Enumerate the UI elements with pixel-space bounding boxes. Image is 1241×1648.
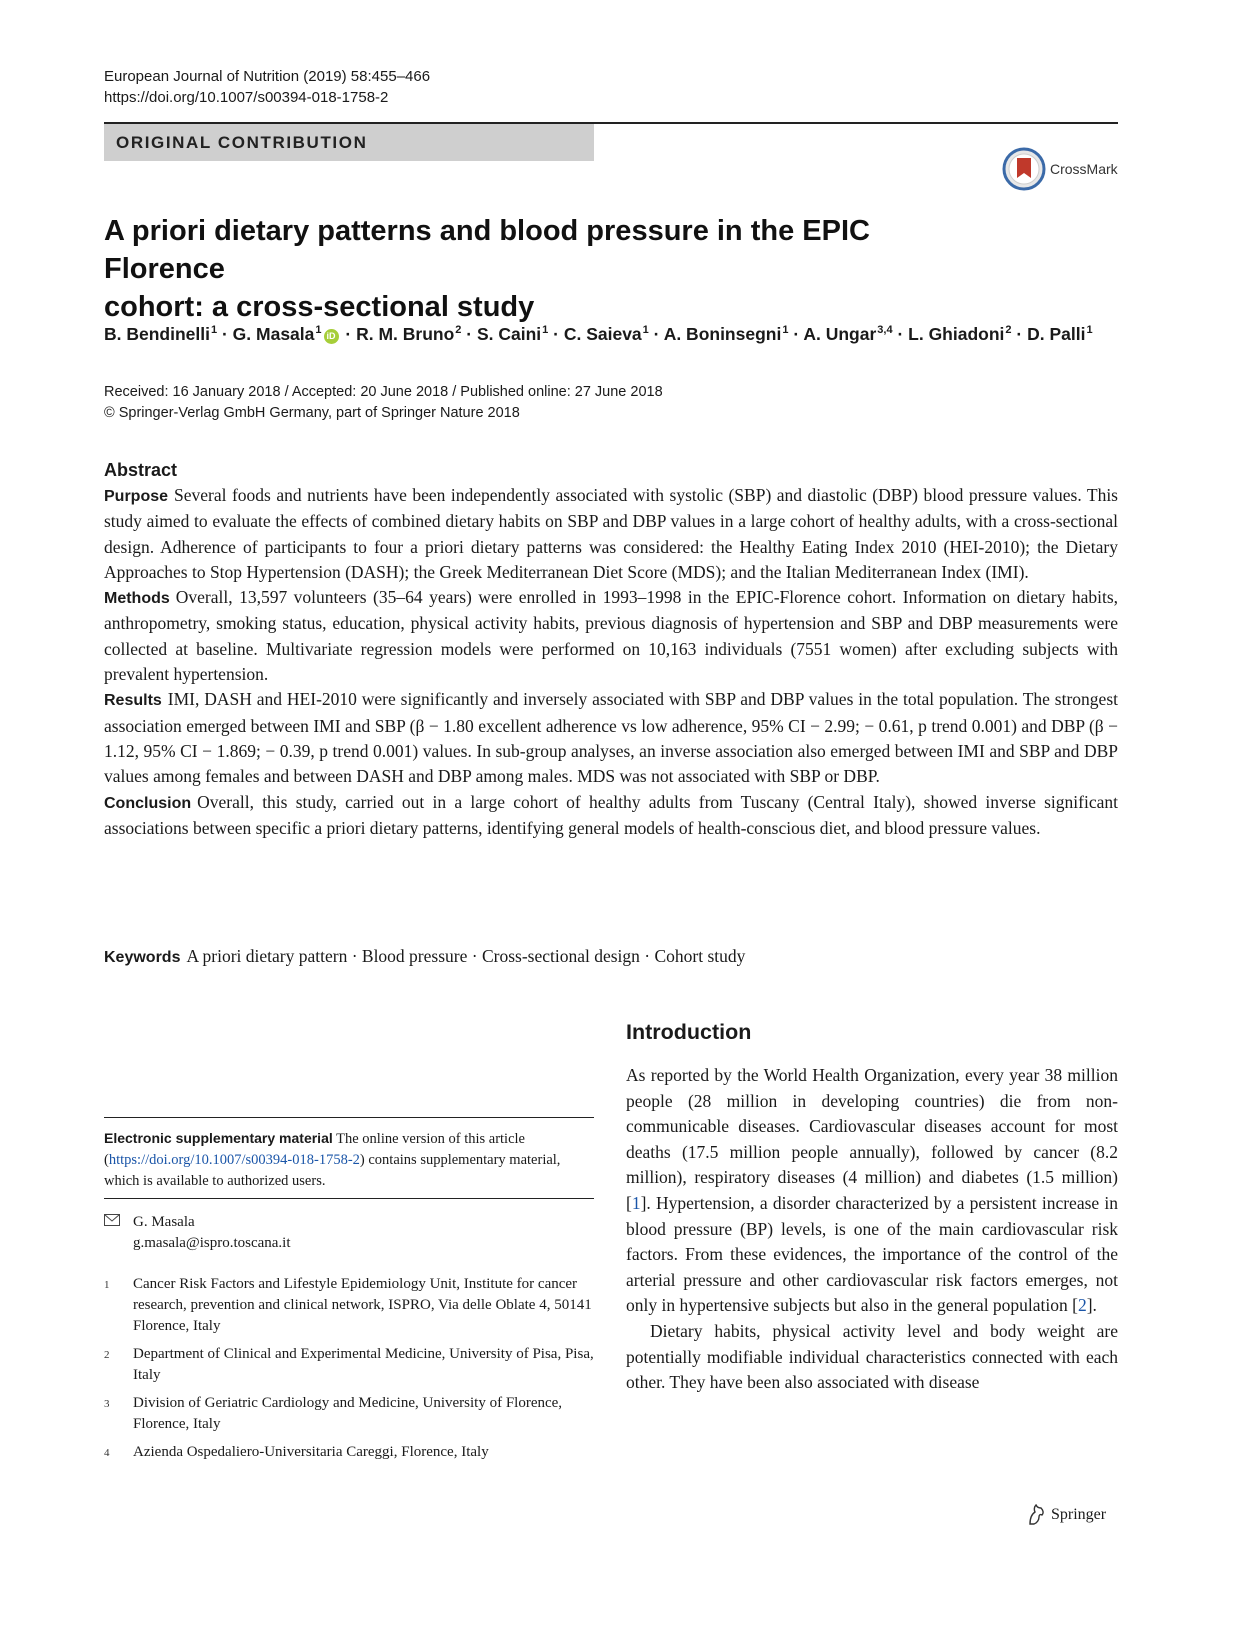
springer-horse-icon	[1026, 1504, 1046, 1526]
author-name[interactable]: D. Palli	[1027, 324, 1086, 344]
abstract-results	[104, 687, 1118, 789]
author-name[interactable]: C. Saieva	[563, 324, 642, 344]
affiliation-number: 3	[104, 1398, 110, 1410]
citation-link[interactable]: 1	[631, 1192, 641, 1213]
citation-link[interactable]: 2	[1077, 1295, 1087, 1316]
results-label: Results	[104, 692, 162, 710]
affiliation-item	[104, 1393, 594, 1435]
affiliations	[104, 1274, 594, 1471]
crossmark-label: CrossMark	[1050, 161, 1118, 177]
orcid-icon[interactable]: iD	[324, 329, 339, 344]
crossmark-badge[interactable]	[1002, 146, 1120, 192]
purpose-text: Several foods and nutrients have been independently associated with systolic (SBP) and diastolic (DBP) blood pressure values. This study aimed to evaluate the effects of combined dietary habits on SBP and DBP values in a large cohort of healthy adults, with a cross-sectional design. Adherence of participants to four a priori dietary patterns was considered: the Healthy Eating Index 2010 (HEI-2010); the Dietary Approaches to Stop Hypertension (DASH); the Greek Mediterranean Diet Score (MDS); and the Italian Mediterranean Index (IMI).	[104, 485, 1118, 582]
supplementary-label: Electronic supplementary material	[104, 1130, 333, 1146]
methods-text: Overall, 13,597 volunteers (35–64 years) were enrolled in 1993–1998 in the EPIC-Florence cohort. Information on dietary habits, anthropometry, smoking status, education, physical activity habits, previous diagnosis of hypertension and SBP and DBP measurements were collected at baseline. Multivariate regression models were performed on 10,163 individuals (7551 women) after excluding subjects with prevalent hypertension.	[104, 587, 1118, 685]
envelope-icon	[104, 1212, 133, 1254]
author-name[interactable]: A. Ungar	[803, 324, 877, 344]
author-affiliation: 1	[315, 324, 322, 336]
supplementary-text: ) contains supplementary material, which is available to authorized users.	[104, 1152, 561, 1189]
supplementary-note	[104, 1128, 594, 1192]
affiliation-text: Department of Clinical and Experimental Medicine, University of Pisa, Pisa, Italy	[133, 1346, 594, 1383]
author-affiliation: 2	[1005, 324, 1012, 336]
methods-label: Methods	[104, 590, 170, 608]
author-affiliation: 1	[782, 324, 789, 336]
affiliation-text: Division of Geriatric Cardiology and Medicine, University of Florence, Florence, Italy	[133, 1395, 563, 1432]
conclusion-label: Conclusion	[104, 794, 192, 812]
abstract	[104, 458, 1118, 841]
title-line-1: A priori dietary patterns and blood pressure in the EPIC Florence	[104, 215, 870, 285]
introduction-heading: Introduction	[626, 1020, 752, 1044]
affiliation-item	[104, 1344, 594, 1386]
abstract-methods	[104, 585, 1118, 687]
author-name[interactable]: A. Boninsegni	[663, 324, 782, 344]
supplementary-text: The online version of this article (	[104, 1131, 525, 1168]
introduction-paragraph	[626, 1063, 1118, 1319]
corresponding-author	[104, 1212, 594, 1254]
affiliation-number: 4	[104, 1447, 110, 1459]
journal-name: European Journal of Nutrition (2019) 58:455–466	[104, 68, 431, 85]
affiliation-item	[104, 1442, 594, 1464]
author-affiliation: 2	[455, 324, 462, 336]
author-name[interactable]: R. M. Bruno	[356, 324, 455, 344]
author-name[interactable]: S. Caini	[476, 324, 542, 344]
crossmark-icon	[1002, 147, 1046, 191]
keywords-label: Keywords	[104, 949, 181, 966]
author-affiliation: 3,4	[877, 324, 893, 336]
springer-logo	[1026, 1504, 1106, 1526]
introduction-body	[626, 1063, 1118, 1396]
intro-text: ].	[1086, 1295, 1097, 1316]
introduction-paragraph: Dietary habits, physical activity level and body weight are potentially modifiable individual characteristics connected with each other. They have been also associated with disease	[626, 1320, 1118, 1393]
author-affiliation: 1	[1086, 324, 1093, 336]
intro-text: As reported by the World Health Organization, every year 38 million people (28 million in developing countries) die from non-communicable diseases. Cardiovascular diseases account for most deaths (17.5 million people annually), followed by cancer (8.2 million), respiratory diseases (4 million) and diabetes (1.5 million) [	[626, 1065, 1118, 1213]
keywords	[104, 944, 1118, 970]
correspondence-row	[104, 1212, 594, 1254]
doi-link[interactable]: https://doi.org/10.1007/s00394-018-1758-2	[104, 89, 389, 106]
abstract-conclusion	[104, 790, 1118, 842]
abstract-purpose	[104, 483, 1118, 585]
abstract-heading: Abstract	[104, 460, 178, 480]
author-name[interactable]: B. Bendinelli	[104, 324, 210, 344]
received-accepted-published: Received: 16 January 2018 / Accepted: 20 June 2018 / Published online: 27 June 2018	[104, 384, 663, 400]
copyright-notice: © Springer-Verlag GmbH Germany, part of Springer Nature 2018	[104, 405, 520, 421]
author-affiliation: 1	[542, 324, 549, 336]
author-affiliation: 1	[210, 324, 218, 336]
author-name[interactable]: L. Ghiadoni	[908, 324, 1005, 344]
correspondence-details	[133, 1212, 594, 1254]
purpose-label: Purpose	[104, 488, 169, 505]
publication-dates	[104, 382, 663, 424]
supplementary-link[interactable]: https://doi.org/10.1007/s00394-018-1758-2	[108, 1152, 360, 1168]
title-line-2: cohort: a cross-sectional study	[104, 291, 535, 323]
author-list: B. Bendinelli$^1$ · G. Masala$^1$ iD · R. M. Bruno$^2$ · S. Caini$^1$ · C. Saieva$^1$ · A. Boninsegni$^1$ · A. Ungar$^{3,4}$ · L. Ghiadoni$^2$ · D. Palli$^1$	[104, 324, 1093, 344]
keywords-text: A priori dietary pattern · Blood pressure · Cross-sectional design · Cohort study	[186, 946, 746, 966]
correspondence-email[interactable]: g.masala@ispro.toscana.it	[133, 1235, 291, 1251]
section-banner: ORIGINAL CONTRIBUTION	[104, 124, 594, 161]
affiliation-text: Cancer Risk Factors and Lifestyle Epidemiology Unit, Institute for cancer research, prevention and clinical network, ISPRO, Via delle Oblate 4, 50141 Florence, Italy	[133, 1276, 592, 1334]
affiliation-number: 2	[104, 1349, 110, 1361]
correspondence-name: G. Masala	[133, 1214, 195, 1230]
article-title	[104, 212, 984, 326]
journal-citation	[104, 66, 430, 108]
author-name[interactable]: G. Masala	[232, 324, 315, 344]
conclusion-text: Overall, this study, carried out in a large cohort of healthy adults from Tuscany (Central Italy), showed inverse significant associations between specific a priori dietary patterns, identifying general models of health-conscious diet, and blood pressure values.	[104, 791, 1118, 838]
affiliation-number: 1	[104, 1279, 110, 1291]
affiliation-text: Azienda Ospedaliero-Universitaria Careggi, Florence, Italy	[133, 1444, 489, 1460]
results-text: IMI, DASH and HEI-2010 were significantly and inversely associated with SBP and DBP values in the total population. The strongest association emerged between IMI and SBP (β − 1.80 excellent adherence vs low adherence, 95% CI − 2.99; − 0.61, p trend 0.001) and DBP (β − 1.12, 95% CI − 1.869; − 0.39, p trend 0.001) values. In sub-group analyses, an inverse association also emerged between IMI and SBP and DBP values among females and between DASH and DBP among males. MDS was not associated with SBP or DBP.	[104, 689, 1118, 787]
footnote-rule	[104, 1198, 594, 1199]
springer-label: Springer	[1051, 1506, 1107, 1523]
author-affiliation: 1	[642, 324, 649, 336]
intro-text: ]. Hypertension, a disorder characterized by a persistent increase in blood pressure (BP) levels, is one of the main cardiovascular risk factors. From these evidences, the importance of the control of the arterial pressure and other cardiovascular risk factors emerges, not only in hypertensive subjects but also in the general population [	[626, 1192, 1118, 1316]
affiliation-item	[104, 1274, 594, 1337]
footnote-rule	[104, 1117, 594, 1118]
